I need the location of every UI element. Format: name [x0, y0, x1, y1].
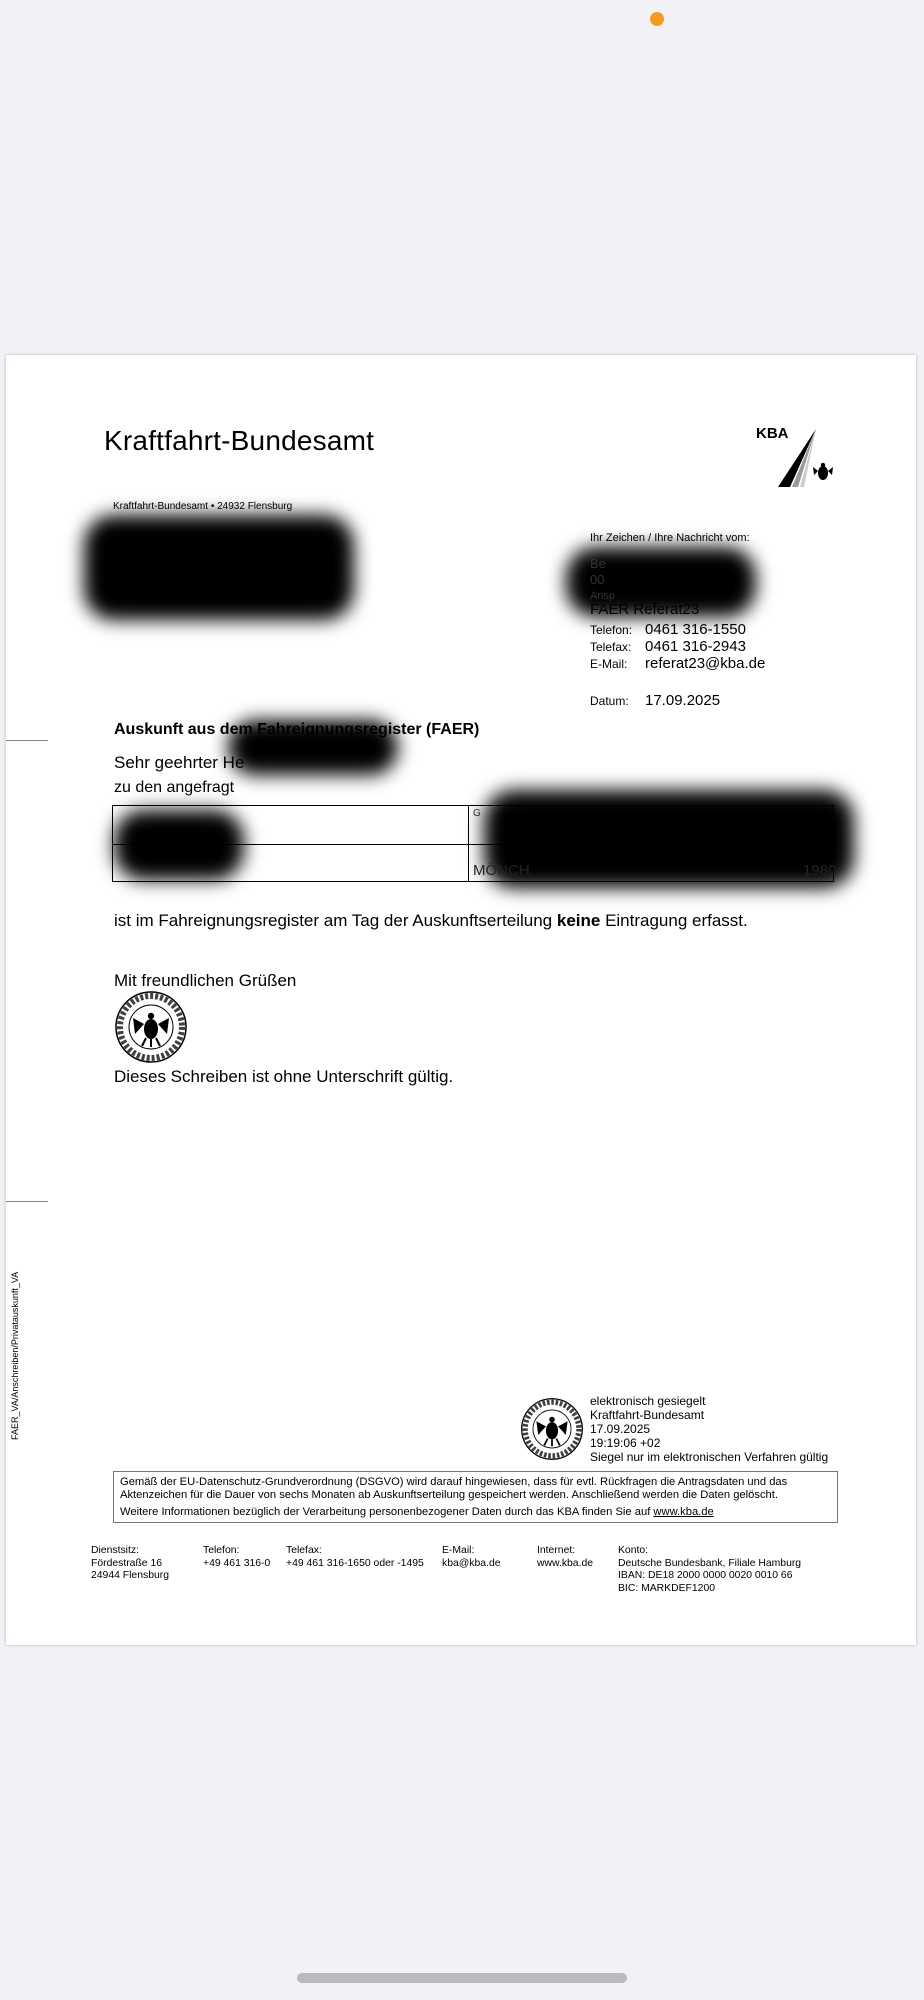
footer-dienstsitz-label: Dienstsitz: [91, 1545, 139, 1556]
result-keyword: keine [556, 911, 601, 930]
footer-telefax-label: Telefax: [286, 1545, 322, 1556]
footer-email [442, 1545, 501, 1570]
home-indicator[interactable] [297, 1973, 627, 1983]
email-label: E-Mail: [590, 657, 628, 671]
phone-label: Telefon: [590, 623, 633, 637]
date-row [590, 692, 720, 709]
fax-value: 0461 316-2943 [645, 638, 746, 655]
footer-konto [618, 1545, 801, 1595]
footer-city: 24944 Flensburg [91, 1570, 169, 1581]
kba-logo-text: KBA [756, 425, 789, 442]
result-text-before: ist im Fahreignungsregister am Tag der Auskunftserteilung [114, 911, 557, 930]
sender-return-address: Kraftfahrt-Bundesamt • 24932 Flensburg [113, 501, 293, 512]
seal-line-3: 17.09.2025 [590, 1422, 651, 1436]
table-cell-place: MÖNCH [473, 862, 530, 879]
person-data-table [112, 805, 837, 882]
letterhead-title: Kraftfahrt-Bundesamt [104, 425, 375, 456]
reference-block [590, 530, 750, 618]
footer-telefon [203, 1545, 270, 1570]
footer-telefax-value: +49 461 316-1650 oder -1495 [286, 1557, 424, 1569]
table-cell-label: G [473, 808, 481, 819]
privacy-notice-box [113, 1471, 838, 1523]
reference-header: Ihr Zeichen / Ihre Nachricht vom: [590, 532, 750, 544]
register-result [114, 911, 748, 931]
footer-street: Fördestraße 16 [91, 1557, 163, 1569]
reference-line-1: Be [590, 556, 606, 571]
seal-line-2: Kraftfahrt-Bundesamt [590, 1408, 705, 1422]
reference-line-2: 00 [590, 572, 605, 587]
seal-line-5: Siegel nur im elektronischen Verfahren gültig [590, 1450, 829, 1464]
kba-website-link[interactable]: www.kba.de [653, 1506, 714, 1518]
table-cell-year: 1980 [803, 862, 837, 879]
footer-bank: Deutsche Bundesbank, Filiale Hamburg [618, 1557, 802, 1569]
fold-mark-top [6, 740, 48, 741]
footer-konto-label: Konto: [618, 1545, 649, 1556]
footer-dienstsitz [91, 1545, 169, 1583]
privacy-info-text: Weitere Informationen bezüglich der Verarbeitung personenbezogener Daten durch das KBA finden Sie auf [120, 1506, 654, 1518]
date-label: Datum: [590, 694, 629, 708]
footer-email-label: E-Mail: [442, 1545, 475, 1556]
letter-salutation: Sehr geehrter He [114, 753, 245, 772]
privacy-notice-text: Gemäß der EU-Datenschutz-Grundverordnung (DSGVO) wird darauf hingewiesen, dass für evtl. Rückfragen die Antragsdaten und das Aktenzeichen für die Dauer von sechs Monaten ab Auskunftserteilung gespeichert werden. Anschließend werden die Daten gelöscht. [120, 1476, 788, 1501]
authority-seal-icon [114, 990, 188, 1069]
electronic-seal-info [590, 1394, 828, 1464]
letter-closing: Mit freundlichen Grüßen [114, 971, 297, 990]
footer-email-value: kba@kba.de [442, 1557, 501, 1569]
contact-person: FAER Referat23 [590, 601, 700, 618]
electronic-seal-icon [520, 1397, 584, 1466]
contact-details [590, 621, 765, 672]
fold-mark-bottom [6, 1201, 48, 1202]
kba-logo-icon [768, 427, 838, 492]
letter-intro: zu den angefragt [114, 779, 235, 796]
letter-subject: Auskunft aus dem Fahreignungsregister (FAER) [114, 721, 480, 738]
phone-value: 0461 316-1550 [645, 621, 746, 638]
redacted-recipient-address [84, 515, 354, 620]
footer-telefax [286, 1545, 424, 1570]
footer-iban: IBAN: DE18 2000 0000 0020 0010 66 [618, 1570, 793, 1581]
validity-note: Dieses Schreiben ist ohne Unterschrift gültig. [114, 1067, 454, 1086]
document-code: FAER_VA/Anschreiben/Privatauskunft_VA [10, 1271, 20, 1440]
reference-line-3: Ansp [590, 590, 616, 602]
footer-internet-value: www.kba.de [537, 1557, 594, 1569]
fax-label: Telefax: [590, 640, 632, 654]
footer-telefon-value: +49 461 316-0 [203, 1557, 271, 1569]
document-page [6, 355, 916, 1645]
seal-line-4: 19:19:06 +02 [590, 1436, 661, 1450]
footer-internet-label: Internet: [537, 1545, 576, 1556]
status-indicator-dot [650, 12, 664, 26]
seal-line-1: elektronisch gesiegelt [590, 1394, 706, 1408]
footer-internet [537, 1545, 593, 1570]
footer-telefon-label: Telefon: [203, 1545, 240, 1556]
footer-bic: BIC: MARKDEF1200 [618, 1582, 716, 1594]
result-text-after: Eintragung erfasst. [600, 911, 748, 930]
date-value: 17.09.2025 [645, 692, 721, 709]
email-value: referat23@kba.de [645, 655, 766, 672]
